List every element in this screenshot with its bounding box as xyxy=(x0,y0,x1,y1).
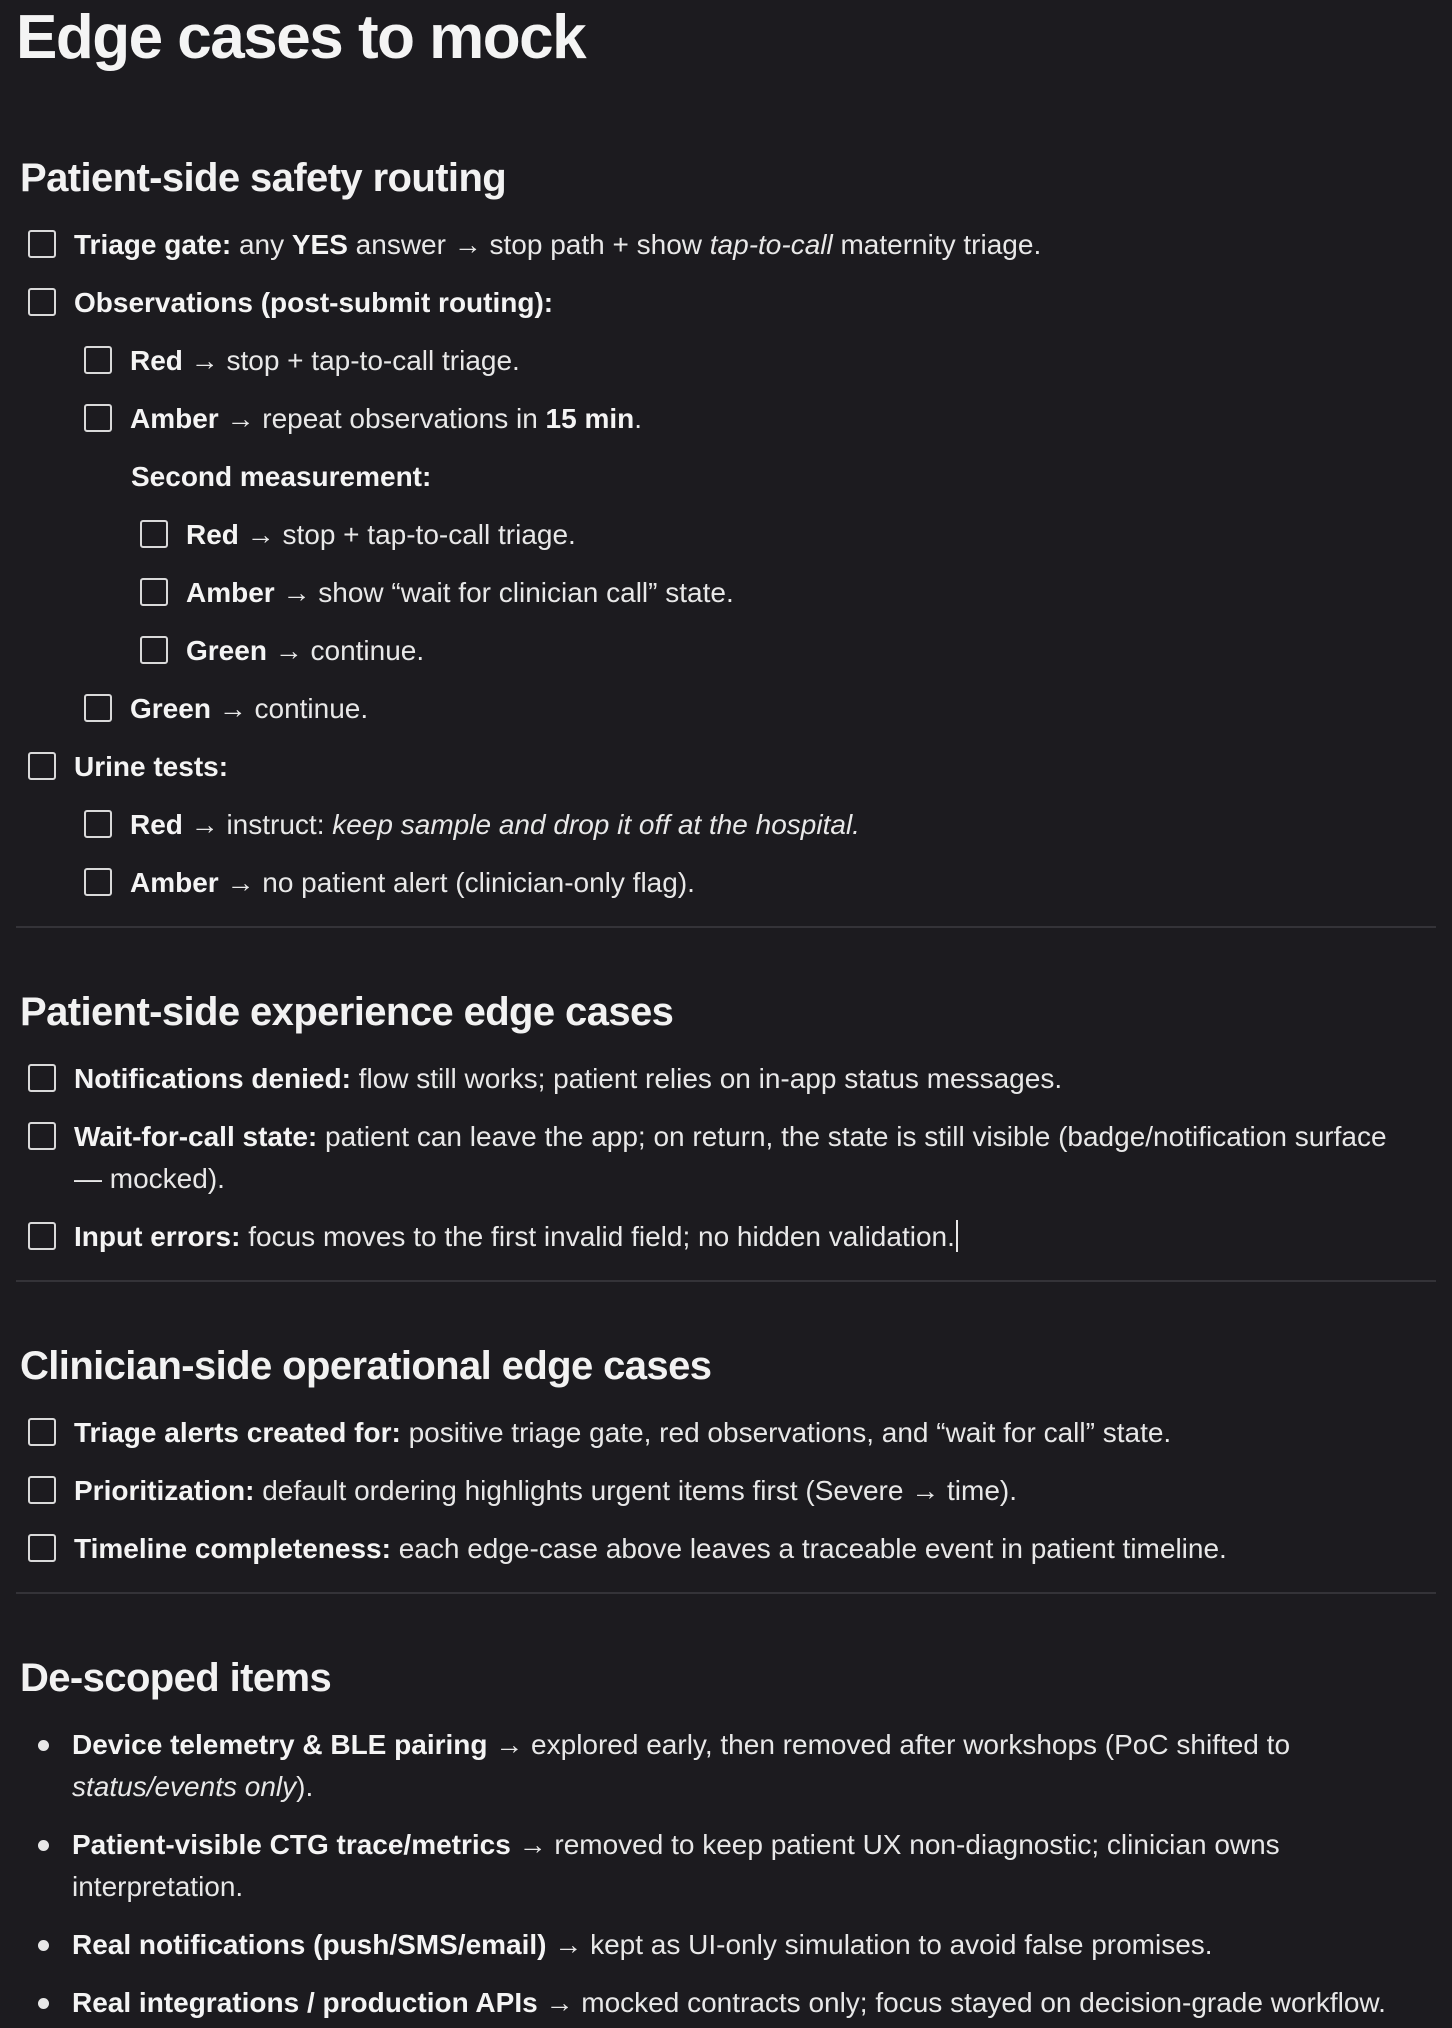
checkbox[interactable] xyxy=(140,578,168,606)
checklist-item-second-amber xyxy=(140,572,734,614)
item-text: Amber → show “wait for clinician call” state. xyxy=(186,577,734,608)
section-heading-descoped: De-scoped items xyxy=(20,1656,332,1700)
text-caret xyxy=(956,1220,958,1252)
bullet-icon xyxy=(38,1998,49,2009)
item-text: Green → continue. xyxy=(186,635,425,666)
checkbox[interactable] xyxy=(28,1222,56,1250)
item-text: Wait-for-call state: patient can leave the app; on return, the state is still visible (badge/notification surface — mocked). xyxy=(74,1121,1387,1194)
section-divider xyxy=(16,1280,1436,1282)
item-text: Triage gate: any YES answer → stop path + show tap-to-call maternity triage. xyxy=(74,229,1042,260)
checkbox[interactable] xyxy=(28,1122,56,1150)
bullet-icon xyxy=(38,1940,49,1951)
checklist-item-input-errors xyxy=(28,1216,958,1258)
item-text: Green → continue. xyxy=(130,693,369,724)
checklist-item-urine-red xyxy=(84,804,860,846)
item-text[interactable]: Input errors: focus moves to the first invalid field; no hidden validation. xyxy=(74,1216,958,1258)
bullet-item-real-integrations xyxy=(28,1982,1386,2024)
checkbox[interactable] xyxy=(140,636,168,664)
item-text: Real notifications (push/SMS/email) → kept as UI-only simulation to avoid false promises. xyxy=(72,1929,1213,1960)
checkbox[interactable] xyxy=(28,288,56,316)
checkbox[interactable] xyxy=(84,868,112,896)
item-text: Red → stop + tap-to-call triage. xyxy=(130,345,520,376)
item-text: Notifications denied: flow still works; patient relies on in-app status messages. xyxy=(74,1063,1063,1094)
item-text: Observations (post-submit routing): xyxy=(74,287,554,318)
bullet-item-real-notifications xyxy=(28,1924,1213,1966)
checkbox[interactable] xyxy=(28,752,56,780)
second-measurement-label: Second measurement: xyxy=(131,461,432,492)
checklist-item-prioritization xyxy=(28,1470,1017,1512)
checklist-item-observations xyxy=(28,282,553,324)
checkbox[interactable] xyxy=(84,694,112,722)
checkbox[interactable] xyxy=(28,1418,56,1446)
item-text: Triage alerts created for: positive triage gate, red observations, and “wait for call” state. xyxy=(74,1417,1172,1448)
item-text: Prioritization: default ordering highlights urgent items first (Severe → time). xyxy=(74,1475,1018,1506)
checklist-item-second-red xyxy=(140,514,576,556)
section-divider xyxy=(16,1592,1436,1594)
item-text: Real integrations / production APIs → mocked contracts only; focus stayed on decision-grade workflow. xyxy=(72,1987,1386,2018)
checklist-item-urine-tests xyxy=(28,746,228,788)
item-text: Urine tests: xyxy=(74,751,229,782)
item-text: Timeline completeness: each edge-case above leaves a traceable event in patient timeline. xyxy=(74,1533,1227,1564)
item-text: Amber → no patient alert (clinician-only flag). xyxy=(130,867,695,898)
checkbox[interactable] xyxy=(84,346,112,374)
checklist-item-observations-green xyxy=(84,688,368,730)
item-text: Patient-visible CTG trace/metrics → removed to keep patient UX non-diagnostic; clinician owns interpretation. xyxy=(72,1829,1280,1902)
checklist-item-second-green xyxy=(140,630,424,672)
checklist-item-urine-amber xyxy=(84,862,695,904)
checkbox[interactable] xyxy=(28,1064,56,1092)
item-text: Amber → repeat observations in 15 min. xyxy=(130,403,643,434)
bullet-item-ctg-trace xyxy=(28,1824,1408,1908)
checkbox[interactable] xyxy=(84,404,112,432)
checkbox[interactable] xyxy=(28,1534,56,1562)
bullet-item-device-telemetry xyxy=(28,1724,1408,1808)
checklist-item-wait-for-call xyxy=(28,1116,1408,1200)
checklist-item-notifications-denied xyxy=(28,1058,1062,1100)
checkbox[interactable] xyxy=(84,810,112,838)
section-heading-experience: Patient-side experience edge cases xyxy=(20,990,674,1034)
page-title: Edge cases to mock xyxy=(16,3,586,72)
checklist-item-triage-gate xyxy=(28,224,1041,266)
item-text: Red → instruct: keep sample and drop it off at the hospital. xyxy=(130,809,860,840)
section-divider xyxy=(16,926,1436,928)
checklist-item-timeline xyxy=(28,1528,1227,1570)
checkbox[interactable] xyxy=(28,1476,56,1504)
checklist-item-observations-red xyxy=(84,340,520,382)
section-heading-safety-routing: Patient-side safety routing xyxy=(20,156,507,200)
checklist-item-triage-alerts xyxy=(28,1412,1171,1454)
checkbox[interactable] xyxy=(28,230,56,258)
item-text: Red → stop + tap-to-call triage. xyxy=(186,519,576,550)
bullet-icon xyxy=(38,1740,49,1751)
checkbox[interactable] xyxy=(140,520,168,548)
item-text: Device telemetry & BLE pairing → explored early, then removed after workshops (PoC shifted to status/events only). xyxy=(72,1729,1291,1802)
checklist-item-observations-amber xyxy=(84,398,642,440)
bullet-icon xyxy=(38,1840,49,1851)
section-heading-clinician: Clinician-side operational edge cases xyxy=(20,1344,712,1388)
